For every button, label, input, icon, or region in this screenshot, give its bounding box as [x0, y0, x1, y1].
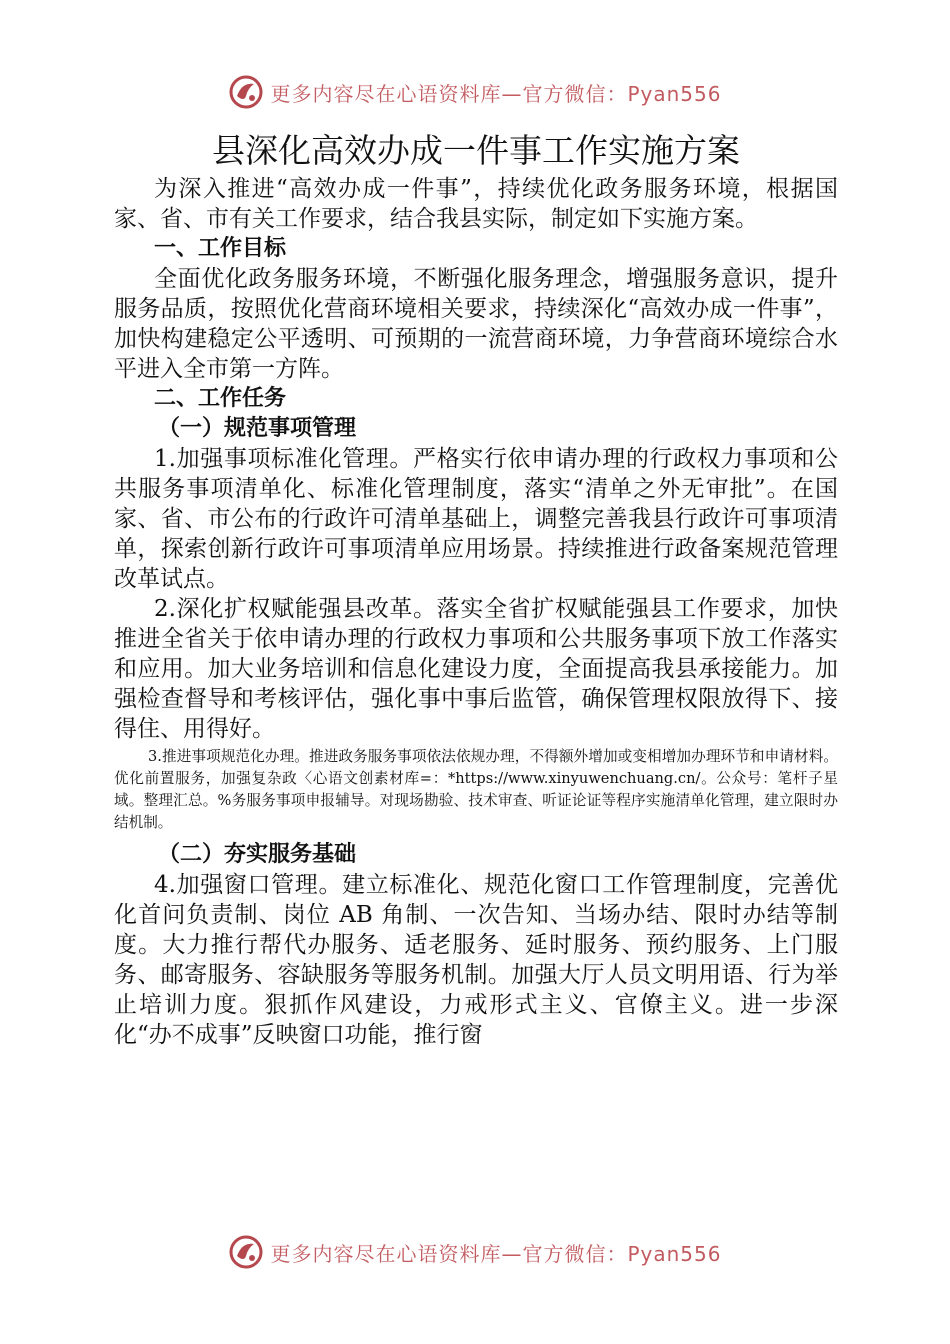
task-item-1: 1.加强事项标准化管理。严格实行依申请办理的行政权力事项和公共服务事项清单化、标准化管理制度，落实“清单之外无审批”。在国家、省、市公布的行政许可清单基础上，调整完善我县行政许可事项清单，探索创新行政许可事项清单应用场景。持续推进行政备案规范管理改革试点。: [114, 446, 838, 592]
footer-banner: [0, 1232, 950, 1272]
xinyu-logo-icon: [228, 74, 264, 110]
intro-paragraph: 为深入推进“高效办成一件事”，持续优化政务服务环境，根据国家、省、市有关工作要求，结合我县实际，制定如下实施方案。: [114, 176, 838, 232]
section-heading-goals: 一、工作目标: [154, 236, 287, 261]
subsection-heading-foundation: （二）夯实服务基础: [158, 842, 357, 867]
subsection-heading-matters: （一）规范事项管理: [158, 416, 357, 441]
task-item-4: 4.加强窗口管理。建立标准化、规范化窗口工作管理制度，完善优化首问负责制、岗位 AB 角制、一次告知、当场办结、限时办结等制度。大力推行帮代办服务、适老服务、延时服务、预约服务、上门服务、邮寄服务、容缺服务等服务机制。加强大厅人员文明用语、行为举止培训力度。狠抓作风建设，力戒形式主义、官僚主义。进一步深化“办不成事”反映窗口功能，推行窗: [114, 872, 838, 1048]
document-page: [114, 128, 838, 1050]
header-banner-text: 更多内容尽在心语资料库—官方微信：Pyan556: [270, 81, 722, 106]
task-item-2: 2.深化扩权赋能强县改革。落实全省扩权赋能强县工作要求，加快推进全省关于依申请办理的行政权力事项和公共服务事项下放工作落实和应用。加大业务培训和信息化建设力度，全面提高我县承接能力。加强检查督导和考核评估，强化事中事后监管，确保管理权限放得下、接得住、用得好。: [114, 596, 838, 742]
xinyu-logo-icon: [228, 1234, 264, 1270]
task-item-3: 3.推进事项规范化办理。推进政务服务事项依法依规办理，不得额外增加或变相增加办理环节和申请材料。优化前置服务，加强复杂政〈心语文创素材库=：*https://www.xinyuwenchuang.cn/。公众号：笔杆子星域。整理汇总。%务服务事项申报辅导。对现场勘验、技术审查、听证论证等程序实施清单化管理，建立限时办结机制。: [114, 748, 838, 831]
footer-banner-text: 更多内容尽在心语资料库—官方微信：Pyan556: [270, 1241, 722, 1266]
header-banner: [0, 72, 950, 112]
goals-paragraph: 全面优化政务服务环境，不断强化服务理念，增强服务意识，提升服务品质，按照优化营商环境相关要求，持续深化“高效办成一件事”，加快构建稳定公平透明、可预期的一流营商环境，力争营商环境综合水平进入全市第一方阵。: [114, 266, 838, 382]
section-heading-tasks: 二、工作任务: [154, 386, 287, 411]
document-title: 县深化高效办成一件事工作实施方案: [212, 131, 740, 170]
